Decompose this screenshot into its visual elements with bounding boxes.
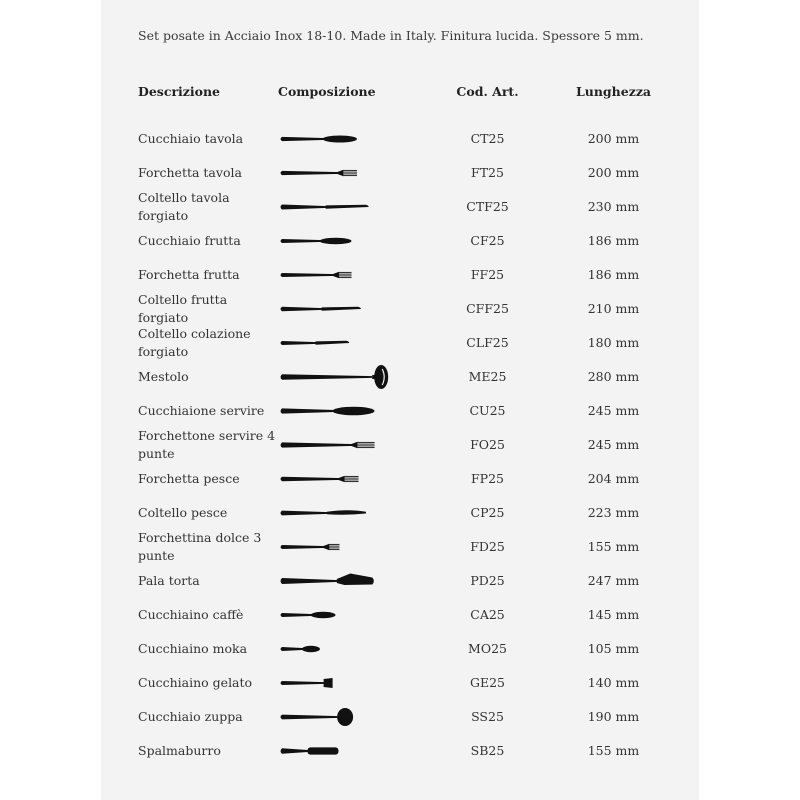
table-row: [101, 564, 699, 598]
item-composition: [278, 326, 428, 360]
item-composition: [278, 530, 428, 564]
item-composition: [278, 258, 428, 292]
item-length: 155 mm: [587, 743, 640, 758]
table-row: [101, 598, 699, 632]
item-composition: [278, 292, 428, 326]
item-code: FT25: [471, 165, 504, 180]
item-description: Coltello colazione forgiato: [138, 326, 251, 359]
item-length: 105 mm: [587, 641, 640, 656]
item-description: Cucchiaino moka: [138, 641, 248, 656]
table-row: [101, 190, 699, 224]
product-info-panel: [101, 0, 699, 800]
item-code: FF25: [470, 267, 505, 282]
table-row: [101, 632, 699, 666]
item-composition: [278, 598, 428, 632]
item-code: CLF25: [466, 335, 509, 350]
table-knife-icon: [278, 190, 398, 224]
item-code: CP25: [470, 505, 505, 520]
breakfast-knife-icon: [278, 326, 398, 360]
cake-server-icon: [278, 564, 398, 598]
header-length: Lunghezza: [575, 84, 652, 99]
fruit-spoon-icon: [278, 224, 398, 258]
item-description: Coltello frutta forgiato: [138, 292, 228, 325]
item-code: CA25: [470, 607, 505, 622]
ladle-icon: [278, 360, 398, 394]
item-description: Forchetta frutta: [138, 267, 240, 282]
item-length: 190 mm: [587, 709, 640, 724]
item-description: Forchetta pesce: [138, 471, 240, 486]
table-row: [101, 734, 699, 768]
item-code: FO25: [470, 437, 505, 452]
item-length: 280 mm: [587, 369, 640, 384]
item-description: Forchetta tavola: [138, 165, 242, 180]
fish-fork-icon: [278, 462, 398, 496]
item-composition: [278, 666, 428, 700]
item-code: CFF25: [466, 301, 509, 316]
item-code: CT25: [470, 131, 505, 146]
item-composition: [278, 700, 428, 734]
table-row: [101, 530, 699, 564]
table-row: [101, 292, 699, 326]
header-description: Descrizione: [138, 84, 221, 99]
item-composition: [278, 394, 428, 428]
item-length: 186 mm: [587, 233, 640, 248]
item-description: Cucchiaio tavola: [138, 131, 244, 146]
moka-spoon-icon: [278, 632, 398, 666]
item-composition: [278, 156, 428, 190]
item-description: Cucchiaione servire: [138, 403, 265, 418]
table-row: [101, 360, 699, 394]
table-row: [101, 666, 699, 700]
item-composition: [278, 496, 428, 530]
item-composition: [278, 428, 428, 462]
table-row: [101, 428, 699, 462]
table-fork-icon: [278, 156, 398, 190]
product-intro-text: Set posate in Acciaio Inox 18-10. Made in Italy. Finitura lucida. Spessore 5 mm.: [138, 28, 644, 43]
item-code: FP25: [471, 471, 504, 486]
item-composition: [278, 462, 428, 496]
item-description: Pala torta: [138, 573, 200, 588]
item-length: 223 mm: [587, 505, 640, 520]
item-code: SB25: [470, 743, 505, 758]
soup-spoon-icon: [278, 700, 398, 734]
ice-cream-spoon-icon: [278, 666, 398, 700]
item-composition: [278, 224, 428, 258]
table-row: [101, 156, 699, 190]
table-row: [101, 394, 699, 428]
table-row: [101, 326, 699, 360]
item-composition: [278, 360, 428, 394]
item-length: 204 mm: [587, 471, 640, 486]
dessert-fork-icon: [278, 530, 398, 564]
item-description: Cucchiaio zuppa: [138, 709, 243, 724]
item-composition: [278, 190, 428, 224]
item-length: 155 mm: [587, 539, 640, 554]
item-length: 200 mm: [587, 131, 640, 146]
header-code: Cod. Art.: [456, 84, 519, 99]
fruit-fork-icon: [278, 258, 398, 292]
item-code: GE25: [469, 675, 506, 690]
table-spoon-icon: [278, 122, 398, 156]
serving-fork-icon: [278, 428, 398, 462]
item-length: 145 mm: [587, 607, 640, 622]
item-length: 245 mm: [587, 403, 640, 418]
item-code: ME25: [468, 369, 507, 384]
item-composition: [278, 632, 428, 666]
item-description: Coltello tavola forgiato: [138, 190, 230, 223]
item-description: Forchettina dolce 3 punte: [138, 530, 262, 563]
item-description: Cucchiaio frutta: [138, 233, 241, 248]
item-description: Spalmaburro: [138, 743, 221, 758]
item-length: 140 mm: [587, 675, 640, 690]
table-row: [101, 462, 699, 496]
table-row: [101, 224, 699, 258]
item-length: 186 mm: [587, 267, 640, 282]
item-length: 180 mm: [587, 335, 640, 350]
table-row: [101, 496, 699, 530]
table-row: [101, 122, 699, 156]
item-code: CU25: [469, 403, 506, 418]
table-row: [101, 258, 699, 292]
item-code: FD25: [470, 539, 505, 554]
item-length: 200 mm: [587, 165, 640, 180]
fish-knife-icon: [278, 496, 398, 530]
item-code: CF25: [470, 233, 505, 248]
item-length: 230 mm: [587, 199, 640, 214]
butter-spreader-icon: [278, 734, 398, 768]
item-code: MO25: [468, 641, 507, 656]
coffee-spoon-icon: [278, 598, 398, 632]
item-composition: [278, 122, 428, 156]
item-length: 210 mm: [587, 301, 640, 316]
item-length: 245 mm: [587, 437, 640, 452]
item-description: Mestolo: [138, 369, 189, 384]
item-length: 247 mm: [587, 573, 640, 588]
table-row: [101, 700, 699, 734]
serving-spoon-icon: [278, 394, 398, 428]
item-description: Forchettone servire 4 punte: [138, 428, 276, 461]
item-composition: [278, 734, 428, 768]
item-code: CTF25: [466, 199, 509, 214]
item-description: Cucchiaino gelato: [138, 675, 253, 690]
item-code: SS25: [471, 709, 504, 724]
item-description: Coltello pesce: [138, 505, 228, 520]
fruit-knife-icon: [278, 292, 398, 326]
item-code: PD25: [470, 573, 505, 588]
item-composition: [278, 564, 428, 598]
item-description: Cucchiaino caffè: [138, 607, 244, 622]
header-composition: Composizione: [278, 84, 376, 99]
